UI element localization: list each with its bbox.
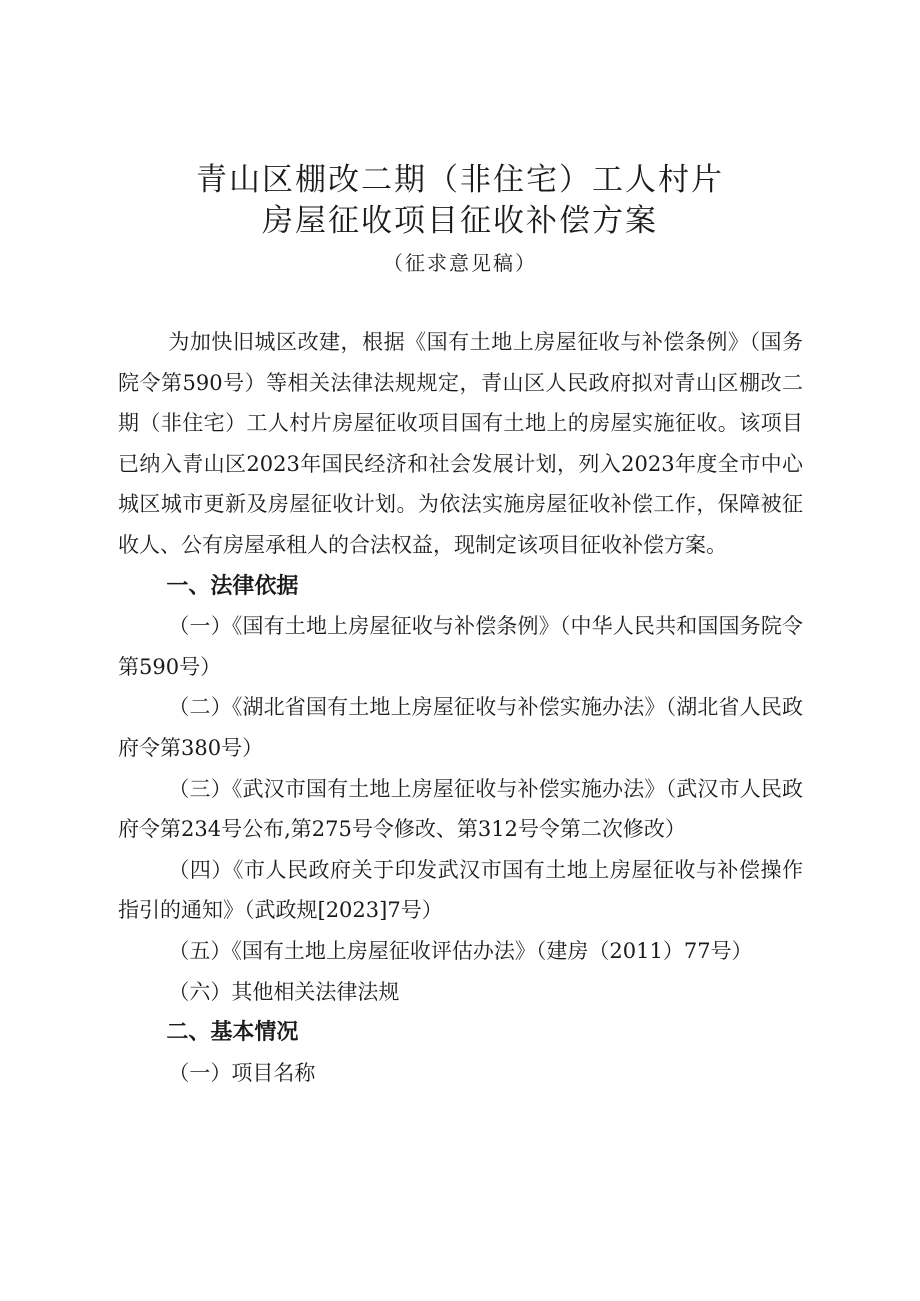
basic-info-item: （一）项目名称 — [168, 1060, 316, 1085]
document-body — [118, 322, 803, 1093]
intro-paragraph: 为加快旧城区改建，根据《国有土地上房屋征收与补偿条例》（国务院令第590号）等相关法律法规规定，青山区人民政府拟对青山区棚改二期（非住宅）工人村片房屋征收项目国有土地上的房屋实施征收。该项目已纳入青山区2023年国民经济和社会发展计划，列入2023年度全市中心城区城市更新及房屋征收计划。为依法实施房屋征收补偿工作，保障被征收人、公有房屋承租人的合法权益，现制定该项目征收补偿方案。 — [118, 330, 803, 557]
legal-basis-item: （六）其他相关法律法规 — [168, 979, 400, 1004]
document-title-line-1: 青山区棚改二期（非住宅）工人村片 — [196, 162, 724, 198]
section-heading-legal-basis: 一、法律依据 — [166, 572, 299, 599]
legal-basis-item: （一）《国有土地上房屋征收与补偿条例》（中华人民共和国国务院令第590号） — [118, 614, 803, 679]
legal-basis-item: （三）《武汉市国有土地上房屋征收与补偿实施办法》（武汉市人民政府令第234号公布,第275号令修改、第312号令第二次修改） — [118, 776, 803, 842]
section-heading-basic-info: 二、基本情况 — [166, 1019, 299, 1046]
document-title-line-2: 房屋征收项目征收补偿方案 — [262, 203, 658, 239]
legal-basis-item: （四）《市人民政府关于印发武汉市国有土地上房屋征收与补偿操作指引的通知》（武政规[2023]7号） — [118, 857, 803, 923]
legal-basis-item: （二）《湖北省国有土地上房屋征收与补偿实施办法》（湖北省人民政府令第380号） — [118, 695, 803, 760]
legal-basis-item: （五）《国有土地上房屋征收评估办法》（建房（2011）77号） — [168, 938, 753, 963]
document-subtitle: （征求意见稿） — [383, 251, 537, 275]
